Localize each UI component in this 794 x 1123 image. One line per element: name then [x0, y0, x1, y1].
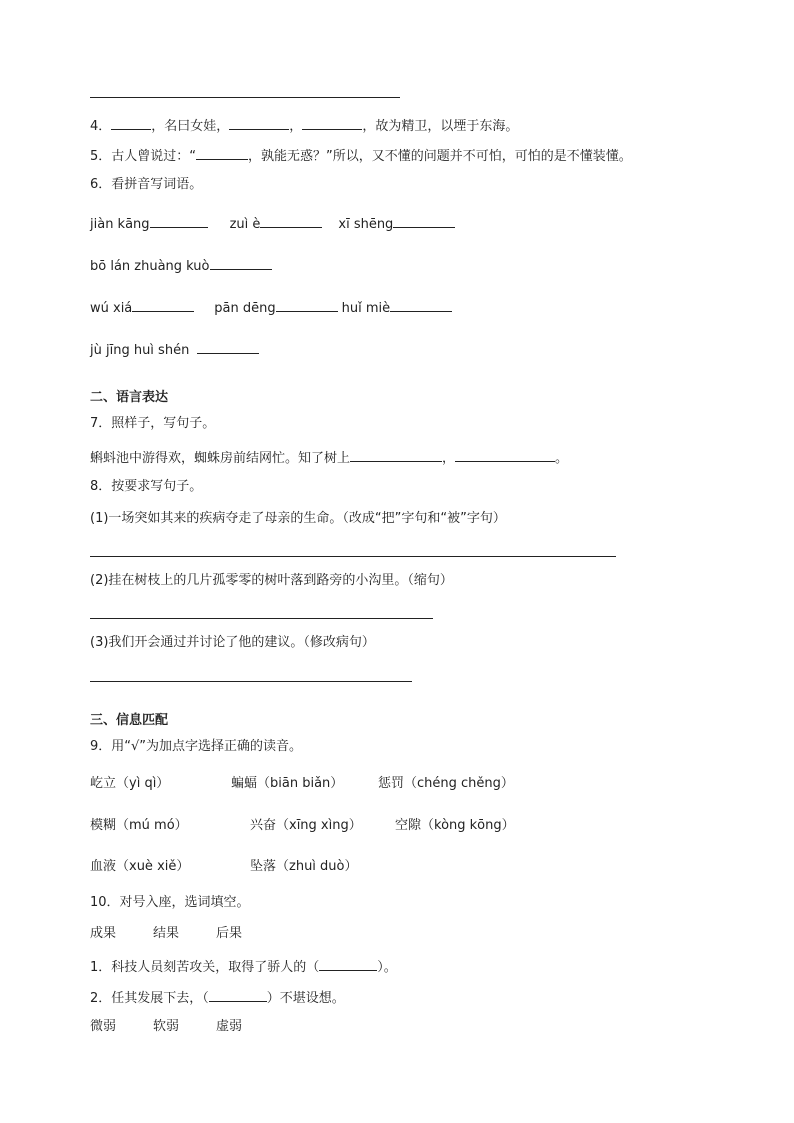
question-text: ）不堪设想。 [266, 991, 345, 1006]
answer-blank[interactable] [229, 115, 289, 130]
reading-option[interactable]: 模糊（mú mó） [90, 818, 188, 833]
question-8-item-3: (3)我们开会通过并讨论了他的建议。（修改病句） [90, 635, 375, 650]
reading-option[interactable]: 惩罚（chéng chěng） [378, 776, 514, 791]
question-text: ，孰能无惑？”所以，又不懂的问题并不可怕，可怕的是不懂装懂。 [248, 149, 632, 164]
answer-blank[interactable] [390, 297, 452, 312]
word-choice: 虚弱 [216, 1019, 243, 1034]
question-number: 4． [90, 119, 112, 134]
word-choice: 结果 [153, 926, 180, 941]
question-number: 5． [90, 149, 112, 164]
pinyin-text: xī shēng [338, 217, 394, 232]
question-8-title: 8．按要求写句子。 [90, 479, 203, 494]
answer-blank[interactable] [350, 447, 442, 462]
answer-blank[interactable] [197, 339, 259, 354]
reading-option[interactable]: 空隙（kòng kōng） [395, 818, 515, 833]
answer-line-top [90, 97, 400, 98]
pinyin-text: bō lán zhuàng kuò [90, 259, 210, 274]
question-text: 蝌蚪池中游得欢，蜘蛛房前结网忙。知了树上 [90, 451, 351, 466]
answer-blank[interactable] [302, 115, 362, 130]
question-7-title: 7．照样子，写句子。 [90, 416, 216, 431]
question-text: ，故为精卫，以堙于东海。 [362, 119, 519, 134]
answer-blank[interactable] [455, 447, 555, 462]
section-heading-3: 三、信息匹配 [90, 713, 169, 728]
word-choice: 微弱 [90, 1019, 117, 1034]
reading-option[interactable]: 兴奋（xīng xìng） [250, 818, 362, 833]
answer-blank[interactable] [260, 213, 322, 228]
word-choice: 后果 [216, 926, 243, 941]
pinyin-text: pān dēng [214, 301, 276, 316]
reading-option[interactable]: 屹立（yì qì） [90, 776, 170, 791]
pinyin-row-3 [90, 297, 452, 318]
reading-option[interactable]: 坠落（zhuì duò） [250, 859, 358, 874]
pinyin-text: wú xiá [90, 301, 133, 316]
answer-line[interactable] [90, 556, 616, 557]
fill-sentence-2 [90, 987, 345, 1008]
question-8-item-1: (1)一场突如其来的疾病夺走了母亲的生命。（改成“把”字句和“被”字句） [90, 511, 506, 526]
pinyin-row-4 [90, 339, 259, 360]
answer-blank[interactable] [196, 145, 248, 160]
question-text: 2．任其发展下去，（ [90, 991, 209, 1006]
question-10-title: 10．对号入座，选词填空。 [90, 895, 250, 910]
word-choice: 软弱 [153, 1019, 180, 1034]
answer-blank[interactable] [150, 213, 208, 228]
question-7-body [90, 447, 568, 468]
question-6-title: 6．看拼音写词语。 [90, 177, 203, 192]
fill-sentence-1 [90, 956, 397, 977]
question-text: ， [442, 451, 456, 466]
pinyin-row-2 [90, 255, 272, 276]
pinyin-row-1 [90, 213, 455, 234]
question-8-item-2: (2)挂在树枝上的几片孤零零的树叶落到路旁的小沟里。（缩句） [90, 573, 453, 588]
answer-blank[interactable] [111, 115, 151, 130]
answer-blank[interactable] [319, 956, 377, 971]
question-text: ， [289, 119, 303, 134]
reading-option[interactable]: 蝙蝠（biān biǎn） [231, 776, 344, 791]
question-text: ）。 [377, 960, 397, 975]
question-text: 1．科技人员刻苦攻关，取得了骄人的（ [90, 960, 320, 975]
question-9-title: 9．用“√”为加点字选择正确的读音。 [90, 739, 303, 754]
answer-blank[interactable] [210, 255, 272, 270]
answer-blank[interactable] [209, 987, 267, 1002]
pinyin-text: huǐ miè [341, 301, 391, 316]
answer-line[interactable] [90, 681, 412, 682]
answer-blank[interactable] [393, 213, 455, 228]
answer-line[interactable] [90, 618, 433, 619]
question-text: ，名曰女娃， [151, 119, 230, 134]
pinyin-text: jù jīng huì shén [90, 343, 190, 358]
question-5 [90, 145, 632, 166]
answer-blank[interactable] [132, 297, 194, 312]
section-heading-2: 二、语言表达 [90, 390, 169, 405]
reading-option[interactable]: 血液（xuè xiě） [90, 859, 190, 874]
answer-blank[interactable] [276, 297, 338, 312]
pinyin-text: jiàn kāng [90, 217, 150, 232]
question-4 [90, 115, 518, 136]
word-choice: 成果 [90, 926, 117, 941]
question-text: 古人曾说过：“ [111, 149, 197, 164]
pinyin-text: zuì è [229, 217, 261, 232]
question-text: 。 [555, 451, 569, 466]
